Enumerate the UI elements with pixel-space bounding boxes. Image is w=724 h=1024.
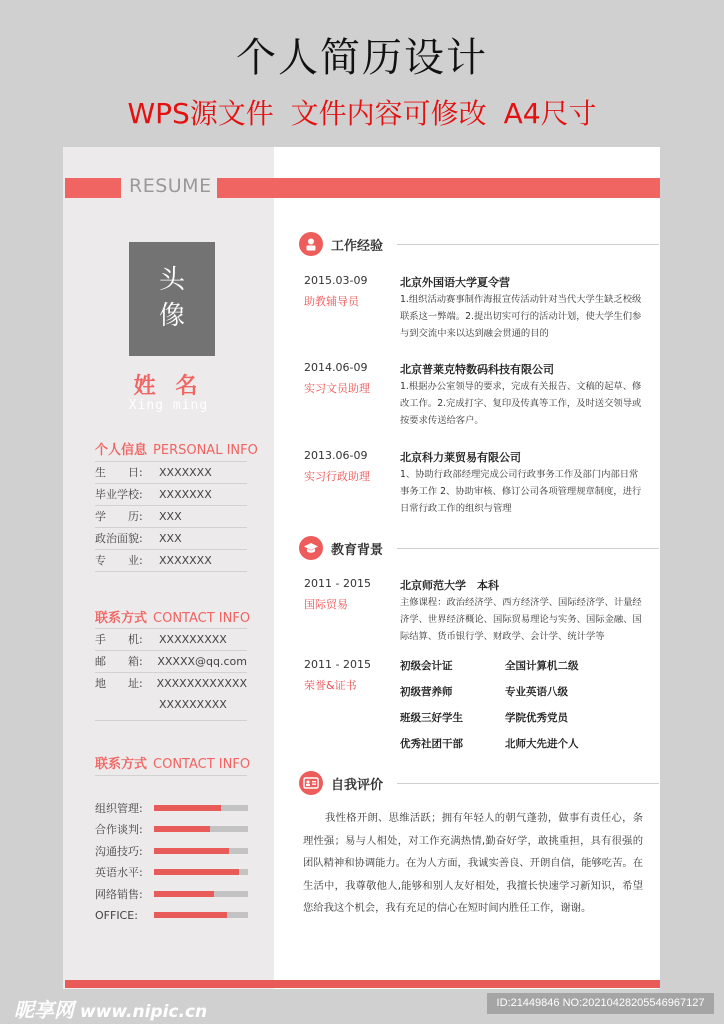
- info-row: [95, 461, 247, 483]
- work-experience-heading: [299, 231, 659, 257]
- bottom-accent-bar: [65, 980, 660, 988]
- name-pinyin: Xing ming: [128, 398, 209, 413]
- honor-item: 北师大先进个人: [505, 738, 579, 750]
- honor-item: 学院优秀党员: [505, 712, 568, 724]
- skill-row: [95, 883, 249, 905]
- honor-item: 专业英语八级: [505, 686, 568, 698]
- skill-bar: [154, 891, 248, 897]
- entry-date: 2015.03-09: [304, 274, 368, 287]
- info-row: [95, 549, 247, 571]
- heading-en: CONTACT INFO: [153, 611, 251, 626]
- id-card-icon: [299, 771, 323, 795]
- info-value: XXXXXXX: [159, 488, 212, 501]
- info-value: XXXXXXXXX: [159, 633, 227, 646]
- section-title: 教育背景: [331, 542, 384, 558]
- info-value: XXXXXXXXXXXX: [156, 677, 247, 690]
- info-row: [95, 628, 247, 650]
- info-row: [95, 672, 247, 694]
- honor-item: 全国计算机二级: [505, 660, 579, 672]
- info-value: XXXXXXX: [159, 554, 212, 567]
- personal-info-list: [95, 461, 247, 572]
- entry-description: 1.组织活动赛事制作海报宣传活动针对当代大学生缺乏校级联系这一弊端。2.提出切实可行的活动计划，使大学生们参与到交流中来以达到融会贯通的目的: [400, 294, 642, 339]
- skill-bar: [154, 805, 248, 811]
- info-label: 专 业:: [95, 554, 143, 567]
- skills-heading: [95, 753, 250, 772]
- skill-label: 网络销售:: [95, 887, 143, 901]
- skill-row: [95, 905, 249, 927]
- entry-description: 1.根据办公室领导的要求，完成有关报告、文稿的起草、修改工作。2.完成打字、复印及传真等工作，及时送交领导或按要求传送给客户。: [400, 381, 642, 426]
- entry-role: 助教辅导员: [304, 295, 359, 308]
- education-heading: [299, 535, 659, 561]
- skill-label: 组织管理:: [95, 801, 143, 815]
- skill-bar: [154, 869, 248, 875]
- entry-role: 荣誉&证书: [304, 679, 357, 692]
- divider: [95, 720, 247, 721]
- self-evaluation-heading: [299, 770, 659, 796]
- entry-role: 实习文员助理: [304, 382, 370, 395]
- info-label: 地 址:: [95, 677, 143, 690]
- personal-info-heading: [95, 439, 258, 458]
- contact-info-heading: [95, 607, 250, 626]
- info-label: 生 日:: [95, 466, 143, 479]
- honor-item: 班级三好学生: [400, 712, 463, 724]
- skill-label: 沟通技巧:: [95, 844, 143, 858]
- skill-row: [95, 819, 249, 841]
- entry-major: 国际贸易: [304, 598, 348, 611]
- skill-bar: [154, 826, 248, 832]
- skill-bar-fill: [154, 891, 214, 897]
- info-value: XXXXXXXXX: [159, 698, 227, 711]
- info-label: 毕业学校:: [95, 488, 143, 501]
- avatar-text: 头: [158, 265, 185, 295]
- skill-bar-fill: [154, 912, 227, 918]
- entry-school: 北京师范大学 本科: [400, 579, 499, 592]
- honor-item: 初级会计证: [400, 660, 453, 672]
- skill-bar-fill: [154, 848, 229, 854]
- resume-accent-bar-right: [217, 178, 660, 198]
- divider: [397, 244, 659, 245]
- resume-label: RESUME: [129, 175, 212, 197]
- info-row: [95, 527, 247, 549]
- heading-en: CONTACT INFO: [153, 757, 251, 772]
- self-evaluation-text: 我性格开朗、思维活跃；拥有年轻人的朝气蓬勃，做事有责任心，条理性强；易与人相处，对工作充满热情,勤奋好学，敢挑重担，具有很强的团队精神和协调能力。在为人方面，我诚实善良、开朗自信，能够吃苦。在生活中，我尊敬他人,能够和别人友好相处，我擅长快速学习新知识，希望您给我这个机会，我有充足的信心在短时间内胜任工作，谢谢。: [303, 812, 643, 914]
- skill-bar: [154, 848, 248, 854]
- avatar-placeholder: [129, 242, 215, 356]
- watermark-brand: [14, 994, 207, 1023]
- contact-info-list: [95, 628, 247, 721]
- heading-en: PERSONAL INFO: [153, 443, 258, 458]
- person-icon: [299, 232, 323, 256]
- entry-date: 2011 - 2015: [304, 577, 371, 590]
- entry-date: 2013.06-09: [304, 449, 368, 462]
- info-value: XXX: [159, 510, 182, 523]
- info-row: [95, 505, 247, 527]
- info-label: 手 机:: [95, 633, 143, 646]
- left-panel: [63, 147, 274, 989]
- entry-date: 2014.06-09: [304, 361, 368, 374]
- banner-title: 个人简历设计: [236, 35, 488, 81]
- divider: [95, 775, 247, 776]
- skill-bar: [154, 912, 248, 918]
- work-entry: [304, 361, 644, 431]
- section-title: 自我评价: [331, 777, 384, 793]
- skill-label: OFFICE:: [95, 908, 138, 922]
- skill-bar-fill: [154, 869, 239, 875]
- entry-courses: 主修课程：政治经济学、西方经济学、国际经济学、计量经济学、世界经济概论、国际贸易理论与实务、国际金融、国际结算、货币银行学、财政学、会计学、统计学等: [400, 597, 642, 642]
- skill-label: 英语水平:: [95, 866, 143, 880]
- info-row: [95, 650, 247, 672]
- skill-row: [95, 840, 249, 862]
- skill-bar-fill: [154, 826, 210, 832]
- heading-cn: 联系方式: [95, 757, 148, 772]
- info-row: [95, 483, 247, 505]
- honor-item: 初级营养师: [400, 686, 453, 698]
- info-row: [95, 694, 247, 716]
- watermark-url: www.nipic.cn: [80, 1002, 208, 1022]
- avatar-text: 像: [158, 301, 185, 331]
- divider: [397, 783, 659, 784]
- skill-row: [95, 797, 249, 819]
- entry-org: 北京普莱克特数码科技有限公司: [400, 363, 554, 376]
- entry-role: 实习行政助理: [304, 470, 370, 483]
- banner-subtitle: WPS源文件 文件内容可修改 A4尺寸: [127, 97, 597, 130]
- skills-list: [95, 797, 249, 926]
- info-label: [95, 694, 159, 716]
- watermark-id: ID:21449846 NO:20210428205546967127: [487, 993, 714, 1014]
- honor-item: 优秀社团干部: [400, 738, 463, 750]
- section-title: 工作经验: [331, 238, 384, 254]
- info-value: XXX: [159, 532, 182, 545]
- entry-date: 2011 - 2015: [304, 658, 371, 671]
- info-value: XXXXX@qq.com: [157, 655, 247, 668]
- info-label: 邮 箱:: [95, 655, 143, 668]
- honors-grid: [400, 658, 640, 750]
- entry-description: 1、协助行政部经理完成公司行政事务工作及部门内部日常事务工作 2、协助审核、修订公司各项管理规章制度，进行日常行政工作的组织与管理: [400, 469, 642, 514]
- info-label: 政治面貌:: [95, 532, 143, 545]
- resume-page: [63, 147, 660, 989]
- work-entry: [304, 449, 644, 519]
- divider: [397, 548, 659, 549]
- divider: [95, 571, 247, 572]
- entry-org: 北京科力莱贸易有限公司: [400, 451, 521, 464]
- heading-cn: 联系方式: [95, 611, 148, 626]
- info-value: XXXXXXX: [159, 466, 212, 479]
- info-label: 学 历:: [95, 510, 143, 523]
- heading-cn: 个人信息: [95, 443, 148, 458]
- name: 姓 名: [133, 374, 204, 399]
- skill-row: [95, 862, 249, 884]
- skill-bar-fill: [154, 805, 221, 811]
- watermark-brand-text: 昵享网: [14, 998, 74, 1022]
- entry-org: 北京外国语大学夏令营: [400, 276, 510, 289]
- honors-entry: [304, 658, 644, 758]
- resume-accent-bar-left: [65, 178, 121, 198]
- skill-label: 合作谈判:: [95, 823, 143, 837]
- graduation-cap-icon: [299, 536, 323, 560]
- education-entry: [304, 577, 644, 647]
- work-entry: [304, 274, 644, 344]
